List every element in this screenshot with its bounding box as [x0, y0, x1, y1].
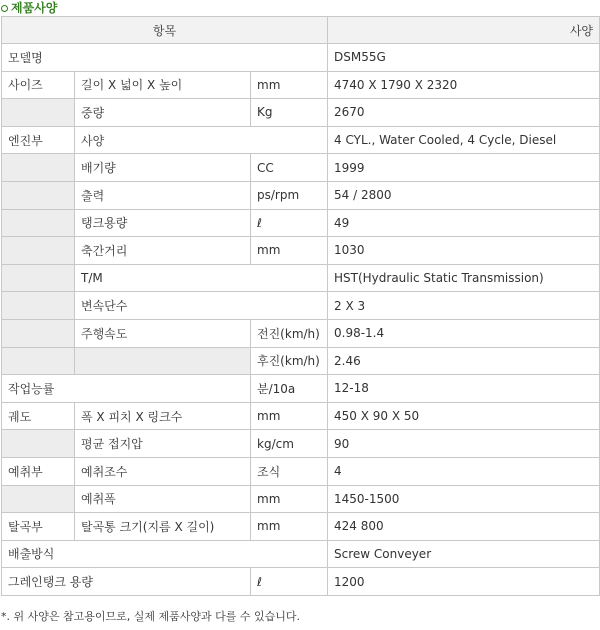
row-group-empty: [2, 347, 75, 375]
row-value: 1999: [328, 154, 600, 182]
table-row: [2, 319, 600, 347]
row-label: 주행속도: [75, 319, 251, 347]
header-item: 항목: [2, 17, 328, 44]
row-value: HST(Hydraulic Static Transmission): [328, 264, 600, 292]
row-group-empty: [2, 430, 75, 458]
row-unit: mm: [251, 513, 328, 541]
row-value: 4740 X 1790 X 2320: [328, 71, 600, 99]
row-unit: CC: [251, 154, 328, 182]
row-group-empty: [2, 319, 75, 347]
table-row: [2, 402, 600, 430]
row-label: 배기량: [75, 154, 251, 182]
row-value: 4 CYL., Water Cooled, 4 Cycle, Diesel: [328, 126, 600, 154]
row-value: 4: [328, 457, 600, 485]
row-group: 사이즈: [2, 71, 75, 99]
table-row: [2, 485, 600, 513]
row-unit: mm: [251, 237, 328, 265]
row-label: 평균 접지압: [75, 430, 251, 458]
row-value: 49: [328, 209, 600, 237]
row-group-empty: [2, 181, 75, 209]
table-row: [2, 347, 600, 375]
row-unit: 조식: [251, 457, 328, 485]
row-value: 0.98-1.4: [328, 319, 600, 347]
table-row: [2, 154, 600, 182]
row-value: 424 800: [328, 513, 600, 541]
row-value: 12-18: [328, 375, 600, 403]
row-group: 궤도: [2, 402, 75, 430]
row-unit: mm: [251, 402, 328, 430]
row-label: 모델명: [2, 44, 328, 72]
table-row: [2, 568, 600, 596]
row-value: 54 / 2800: [328, 181, 600, 209]
row-group-empty: [2, 154, 75, 182]
table-row: [2, 71, 600, 99]
table-row: [2, 540, 600, 568]
row-value: 1450-1500: [328, 485, 600, 513]
table-row: [2, 292, 600, 320]
row-group: 엔진부: [2, 126, 75, 154]
row-unit: mm: [251, 485, 328, 513]
row-label: 탈곡통 크기(지름 X 길이): [75, 513, 251, 541]
row-label: 중량: [75, 99, 251, 127]
row-label: 길이 X 넓이 X 높이: [75, 71, 251, 99]
row-label: T/M: [75, 264, 328, 292]
row-group: 예취부: [2, 457, 75, 485]
row-value: 1030: [328, 237, 600, 265]
row-value: 1200: [328, 568, 600, 596]
table-row: [2, 44, 600, 72]
circle-bullet-icon: [1, 5, 8, 12]
table-row: [2, 513, 600, 541]
row-group-empty: [2, 99, 75, 127]
row-group-empty: [2, 264, 75, 292]
row-unit: 후진(km/h): [251, 347, 328, 375]
table-row: [2, 237, 600, 265]
row-label: 폭 X 피치 X 링크수: [75, 402, 251, 430]
row-label: 작업능률: [2, 375, 251, 403]
row-unit: ps/rpm: [251, 181, 328, 209]
row-unit: 전진(km/h): [251, 319, 328, 347]
row-unit: Kg: [251, 99, 328, 127]
row-label: 그레인탱크 용량: [2, 568, 251, 596]
row-label: 배출방식: [2, 540, 328, 568]
row-unit: kg/cm: [251, 430, 328, 458]
row-group-empty: [2, 237, 75, 265]
row-group: 탈곡부: [2, 513, 75, 541]
row-label: 출력: [75, 181, 251, 209]
table-row: [2, 126, 600, 154]
row-label: 축간거리: [75, 237, 251, 265]
row-value: 90: [328, 430, 600, 458]
row-unit: ℓ: [251, 209, 328, 237]
table-row: [2, 181, 600, 209]
row-label: 탱크용량: [75, 209, 251, 237]
section-title-text: 제품사양: [11, 1, 58, 15]
table-row: [2, 264, 600, 292]
row-label-empty: [75, 347, 251, 375]
row-label: 예취조수: [75, 457, 251, 485]
row-unit: mm: [251, 71, 328, 99]
row-value: 2.46: [328, 347, 600, 375]
row-value: 450 X 90 X 50: [328, 402, 600, 430]
row-unit: 분/10a: [251, 375, 328, 403]
spec-table: [1, 16, 600, 596]
disclaimer-note: *. 위 사양은 참고용이므로, 실제 제품사양과 다를 수 있습니다.: [1, 610, 300, 623]
header-spec: 사양: [328, 17, 600, 44]
table-header-row: [2, 17, 600, 44]
row-group-empty: [2, 292, 75, 320]
row-group-empty: [2, 209, 75, 237]
table-row: [2, 99, 600, 127]
table-row: [2, 375, 600, 403]
row-value: DSM55G: [328, 44, 600, 72]
row-value: Screw Conveyer: [328, 540, 600, 568]
row-value: 2670: [328, 99, 600, 127]
section-title: [0, 0, 57, 16]
table-row: [2, 430, 600, 458]
table-row: [2, 457, 600, 485]
table-row: [2, 209, 600, 237]
row-group-empty: [2, 485, 75, 513]
row-label: 사양: [75, 126, 328, 154]
row-value: 2 X 3: [328, 292, 600, 320]
row-label: 예취폭: [75, 485, 251, 513]
row-label: 변속단수: [75, 292, 328, 320]
row-unit: ℓ: [251, 568, 328, 596]
